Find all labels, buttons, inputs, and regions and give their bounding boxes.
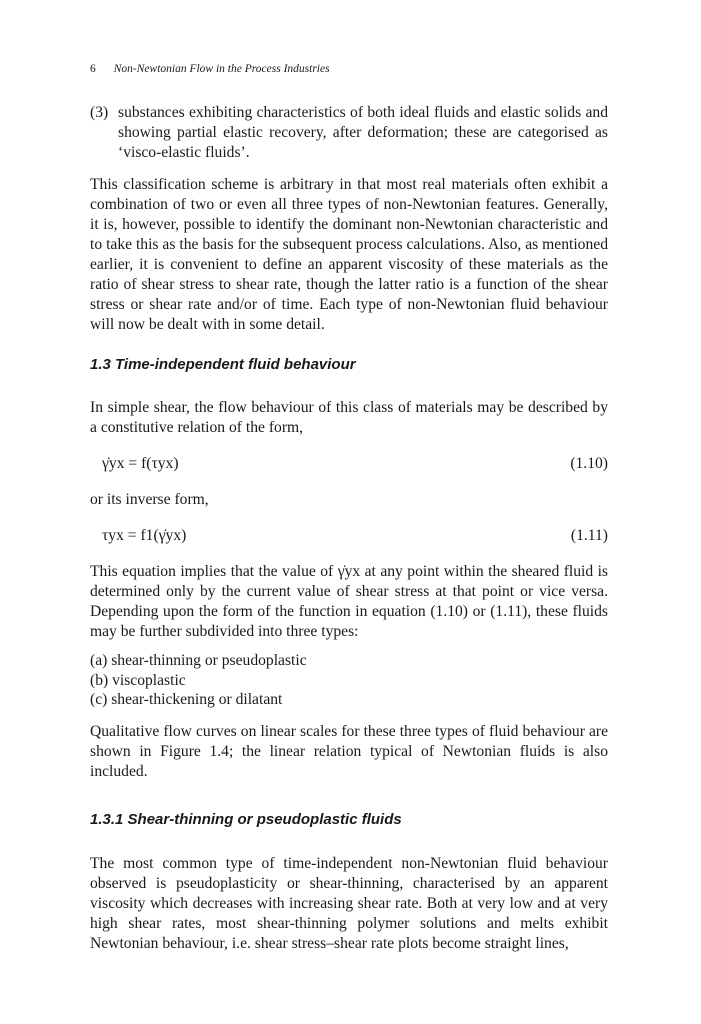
list-item-label: (3) <box>90 104 109 121</box>
equation-number: (1.11) <box>570 527 608 544</box>
body-text <box>90 103 608 954</box>
equation-expression: τyx = f1(γ̇yx) <box>102 527 187 544</box>
list-item: (a) shear-thinning or pseudoplastic <box>90 652 307 669</box>
paragraph-inverse: or its inverse form, <box>90 491 209 508</box>
list-item: (b) viscoplastic <box>90 671 186 689</box>
equation-number: (1.10) <box>570 455 608 472</box>
page-number: 6 <box>90 63 96 75</box>
running-title: Non-Newtonian Flow in the Process Industries <box>113 63 330 75</box>
section-heading: 1.3 Time-independent fluid behaviour <box>90 356 356 373</box>
fluid-types-list <box>90 651 608 710</box>
list-item-3 <box>90 103 608 163</box>
subsection-heading: 1.3.1 Shear-thinning or pseudoplastic fluids <box>90 810 402 828</box>
equation-expression: γ̇yx = f(τyx) <box>102 455 179 472</box>
list-item-text: substances exhibiting characteristics of both ideal fluids and elastic solids and showing partial elastic recovery, after deformation; these are categorised as ‘visco-elastic fluids’. <box>118 104 608 161</box>
paragraph-classification: This classification scheme is arbitrary in that most real materials often exhibit a combination of two or even all three types of non-Newtonian features. Generally, it is, however, possible to identify the dominant non-Newtonian characteristic and to take this as the basis for the subsequent process calculations. Also, as mentioned earlier, it is convenient to define an apparent viscosity of these materials as the ratio of shear stress to shear rate, though the latter ratio is a function of the shear stress or shear rate and/or of time. Each type of non-Newtonian fluid behaviour will now be dealt with in some detail. <box>90 176 608 333</box>
equation-1-11 <box>90 526 608 546</box>
list-item: (c) shear-thickening or dilatant <box>90 691 283 708</box>
paragraph-simple-shear: In simple shear, the flow behaviour of this class of materials may be described by a constitutive relation of the form, <box>90 399 608 436</box>
paragraph-shear-thinning: The most common type of time-independent non-Newtonian fluid behaviour observed is pseudoplasticity or shear-thinning, characterised by an apparent viscosity which decreases with increasing shear rate. Both at very low and at very high shear rates, most shear-thinning polymer solutions and melts exhibit Newtonian behaviour, i.e. shear stress–shear rate plots become straight lines, <box>90 854 608 952</box>
paragraph-implies: This equation implies that the value of γ̇yx at any point within the sheared fluid is determined only by the current value of shear stress at that point or vice versa. Depending upon the form of the function in equation (1.10) or (1.11), these fluids may be further subdivided into three types: <box>90 563 608 640</box>
paragraph-qualitative: Qualitative flow curves on linear scales for these three types of fluid behaviour are shown in Figure 1.4; the linear relation typical of Newtonian fluids is also included. <box>90 722 608 780</box>
running-header <box>90 63 330 75</box>
equation-1-10 <box>90 454 608 474</box>
